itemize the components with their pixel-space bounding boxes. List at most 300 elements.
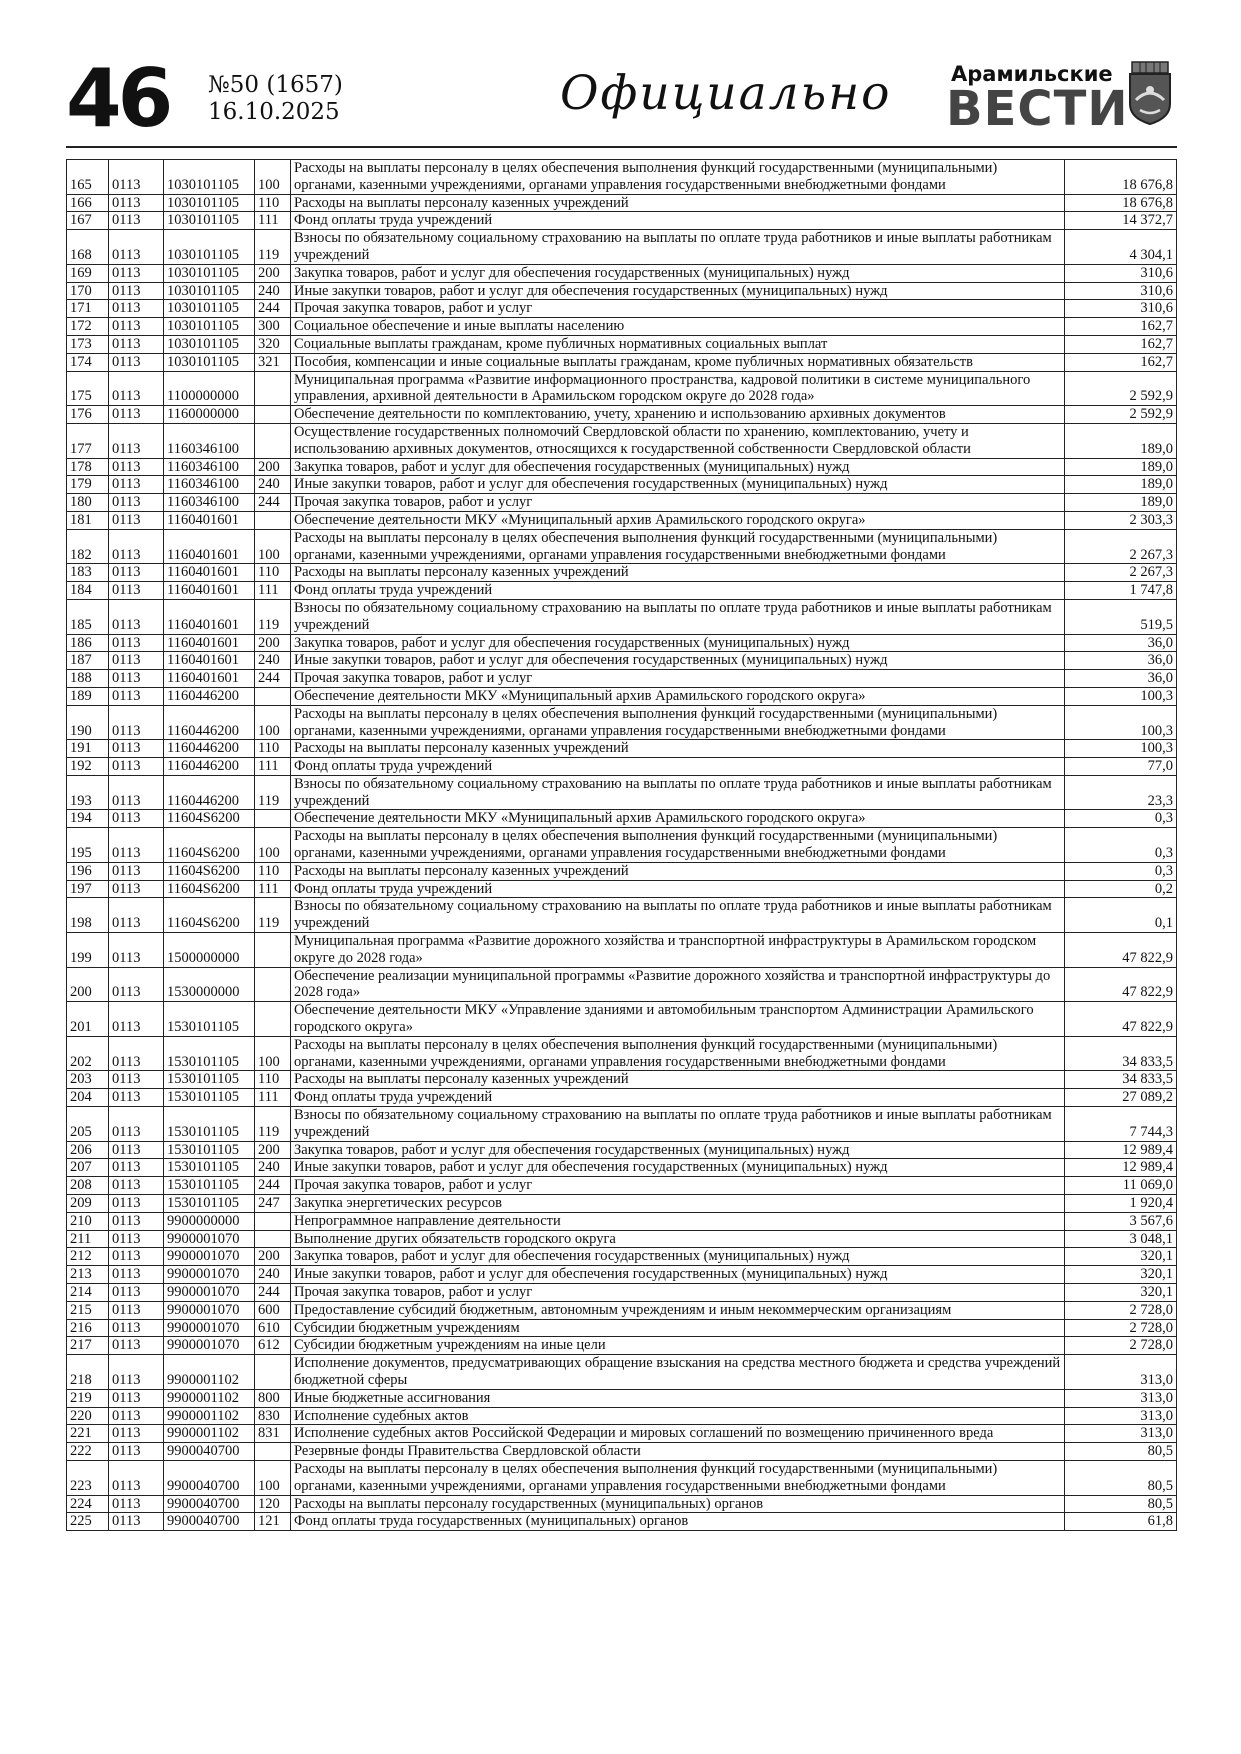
row-number: 181 [67, 511, 109, 529]
section-code: 0113 [109, 880, 164, 898]
amount: 2 267,3 [1065, 529, 1177, 564]
table-row [67, 1513, 1177, 1531]
target-code: 9900001070 [164, 1230, 255, 1248]
expense-type: 200 [255, 458, 291, 476]
amount: 47 822,9 [1065, 933, 1177, 968]
table-row [67, 353, 1177, 371]
section-code: 0113 [109, 810, 164, 828]
expense-type: 119 [255, 898, 291, 933]
table-row [67, 194, 1177, 212]
target-code: 1160446200 [164, 705, 255, 740]
row-number: 225 [67, 1513, 109, 1531]
section-code: 0113 [109, 1159, 164, 1177]
amount: 1 920,4 [1065, 1195, 1177, 1213]
section-code: 0113 [109, 670, 164, 688]
target-code: 1530000000 [164, 967, 255, 1002]
table-row [67, 1495, 1177, 1513]
description: Взносы по обязательному социальному страхованию на выплаты по оплате труда работников и иные выплаты работникам учреждений [291, 599, 1065, 634]
description: Расходы на выплаты персоналу в целях обеспечения выполнения функций государственными (муниципальными) органами, казенными учреждениями, органами управления государственными внебюджетными фондами [291, 529, 1065, 564]
amount: 0,1 [1065, 898, 1177, 933]
section-code: 0113 [109, 758, 164, 776]
row-number: 182 [67, 529, 109, 564]
description: Обеспечение деятельности по комплектованию, учету, хранению и использованию архивных документов [291, 406, 1065, 424]
row-number: 198 [67, 898, 109, 933]
table-row [67, 758, 1177, 776]
amount: 162,7 [1065, 335, 1177, 353]
description: Закупка товаров, работ и услуг для обеспечения государственных (муниципальных) нужд [291, 634, 1065, 652]
amount: 12 989,4 [1065, 1141, 1177, 1159]
description: Резервные фонды Правительства Свердловской области [291, 1443, 1065, 1461]
section-code: 0113 [109, 1002, 164, 1037]
table-row [67, 1177, 1177, 1195]
expense-type: 111 [255, 880, 291, 898]
table-row [67, 458, 1177, 476]
amount: 320,1 [1065, 1284, 1177, 1302]
row-number: 175 [67, 371, 109, 406]
description: Субсидии бюджетным учреждениям на иные цели [291, 1337, 1065, 1355]
expense-type: 100 [255, 160, 291, 195]
target-code: 1530101105 [164, 1159, 255, 1177]
section-code: 0113 [109, 1319, 164, 1337]
description: Фонд оплаты труда учреждений [291, 880, 1065, 898]
description: Прочая закупка товаров, работ и услуг [291, 494, 1065, 512]
target-code: 9900001070 [164, 1248, 255, 1266]
row-number: 187 [67, 652, 109, 670]
section-code: 0113 [109, 1355, 164, 1390]
row-number: 199 [67, 933, 109, 968]
expense-type: 111 [255, 758, 291, 776]
expense-type: 121 [255, 1513, 291, 1531]
row-number: 209 [67, 1195, 109, 1213]
description: Расходы на выплаты персоналу государственных (муниципальных) органов [291, 1495, 1065, 1513]
table-row [67, 371, 1177, 406]
description: Расходы на выплаты персоналу казенных учреждений [291, 194, 1065, 212]
description: Иные закупки товаров, работ и услуг для обеспечения государственных (муниципальных) нужд [291, 476, 1065, 494]
expense-type: 111 [255, 1089, 291, 1107]
expense-type: 600 [255, 1301, 291, 1319]
section-code: 0113 [109, 1301, 164, 1319]
table-row [67, 529, 1177, 564]
target-code: 1160401601 [164, 599, 255, 634]
target-code: 1530101105 [164, 1089, 255, 1107]
amount: 313,0 [1065, 1355, 1177, 1390]
section-code: 0113 [109, 353, 164, 371]
section-code: 0113 [109, 582, 164, 600]
section-code: 0113 [109, 775, 164, 810]
target-code: 9900001070 [164, 1337, 255, 1355]
description: Исполнение судебных актов Российской Федерации и мировых соглашений по возмещению причиненного вреда [291, 1425, 1065, 1443]
table-row [67, 1195, 1177, 1213]
target-code: 1160446200 [164, 740, 255, 758]
row-number: 221 [67, 1425, 109, 1443]
section-code: 0113 [109, 230, 164, 265]
section-code: 0113 [109, 160, 164, 195]
target-code: 1160401601 [164, 670, 255, 688]
expense-type: 240 [255, 1266, 291, 1284]
description: Фонд оплаты труда учреждений [291, 758, 1065, 776]
target-code: 9900040700 [164, 1443, 255, 1461]
row-number: 219 [67, 1389, 109, 1407]
table-row [67, 599, 1177, 634]
section-code: 0113 [109, 494, 164, 512]
amount: 3 048,1 [1065, 1230, 1177, 1248]
table-row [67, 1036, 1177, 1071]
target-code: 1160000000 [164, 406, 255, 424]
amount: 2 303,3 [1065, 511, 1177, 529]
table-row [67, 264, 1177, 282]
section-code: 0113 [109, 1230, 164, 1248]
description: Расходы на выплаты персоналу в целях обеспечения выполнения функций государственными (муниципальными) органами, казенными учреждениями, органами управления государственными внебюджетными фондами [291, 705, 1065, 740]
table-row [67, 511, 1177, 529]
section-code: 0113 [109, 1089, 164, 1107]
budget-table-body [67, 160, 1177, 1531]
amount: 3 567,6 [1065, 1212, 1177, 1230]
table-row [67, 1284, 1177, 1302]
row-number: 176 [67, 406, 109, 424]
description: Прочая закупка товаров, работ и услуг [291, 1177, 1065, 1195]
row-number: 208 [67, 1177, 109, 1195]
expense-type: 244 [255, 494, 291, 512]
amount: 77,0 [1065, 758, 1177, 776]
section-code: 0113 [109, 1460, 164, 1495]
description: Исполнение документов, предусматривающих обращение взыскания на средства местного бюджета и средства учреждений бюджетной сферы [291, 1355, 1065, 1390]
expense-type: 119 [255, 1107, 291, 1142]
row-number: 183 [67, 564, 109, 582]
amount: 61,8 [1065, 1513, 1177, 1531]
amount: 2 728,0 [1065, 1319, 1177, 1337]
section-code: 0113 [109, 1195, 164, 1213]
table-row [67, 1407, 1177, 1425]
target-code: 1530101105 [164, 1177, 255, 1195]
amount: 4 304,1 [1065, 230, 1177, 265]
description: Муниципальная программа «Развитие информационного пространства, кадровой политики в системе муниципального управления, архивной деятельности в Арамильском городском округе до 2028 года» [291, 371, 1065, 406]
table-row [67, 1248, 1177, 1266]
table-row [67, 1425, 1177, 1443]
page-header [66, 52, 1176, 146]
expense-type [255, 371, 291, 406]
target-code: 11604S6200 [164, 828, 255, 863]
target-code: 1160346100 [164, 494, 255, 512]
section-code: 0113 [109, 511, 164, 529]
description: Обеспечение деятельности МКУ «Муниципальный архив Арамильского городского округа» [291, 810, 1065, 828]
table-row [67, 335, 1177, 353]
target-code: 1160401601 [164, 564, 255, 582]
description: Расходы на выплаты персоналу в целях обеспечения выполнения функций государственными (муниципальными) органами, казенными учреждениями, органами управления государственными внебюджетными фондами [291, 1460, 1065, 1495]
row-number: 220 [67, 1407, 109, 1425]
amount: 80,5 [1065, 1460, 1177, 1495]
row-number: 216 [67, 1319, 109, 1337]
table-row [67, 740, 1177, 758]
target-code: 1530101105 [164, 1002, 255, 1037]
description: Обеспечение реализации муниципальной программы «Развитие дорожного хозяйства и транспортной инфраструктуры до 2028 года» [291, 967, 1065, 1002]
section-code: 0113 [109, 1389, 164, 1407]
target-code: 9900040700 [164, 1495, 255, 1513]
section-code: 0113 [109, 423, 164, 458]
logo-line1: Арамильские [951, 62, 1113, 86]
description: Иные бюджетные ассигнования [291, 1389, 1065, 1407]
description: Фонд оплаты труда учреждений [291, 1089, 1065, 1107]
expense-type: 100 [255, 828, 291, 863]
expense-type [255, 1443, 291, 1461]
section-code: 0113 [109, 1495, 164, 1513]
amount: 47 822,9 [1065, 967, 1177, 1002]
description: Расходы на выплаты персоналу в целях обеспечения выполнения функций государственными (муниципальными) органами, казенными учреждениями, органами управления государственными внебюджетными фондами [291, 160, 1065, 195]
amount: 1 747,8 [1065, 582, 1177, 600]
expense-type [255, 1355, 291, 1390]
row-number: 189 [67, 687, 109, 705]
table-row [67, 1071, 1177, 1089]
section-code: 0113 [109, 212, 164, 230]
description: Прочая закупка товаров, работ и услуг [291, 300, 1065, 318]
description: Фонд оплаты труда государственных (муниципальных) органов [291, 1513, 1065, 1531]
section-code: 0113 [109, 1177, 164, 1195]
description: Закупка товаров, работ и услуг для обеспечения государственных (муниципальных) нужд [291, 264, 1065, 282]
table-row [67, 687, 1177, 705]
table-row [67, 775, 1177, 810]
expense-type: 800 [255, 1389, 291, 1407]
target-code: 1160446200 [164, 687, 255, 705]
table-row [67, 933, 1177, 968]
expense-type: 610 [255, 1319, 291, 1337]
expense-type: 321 [255, 353, 291, 371]
amount: 2 592,9 [1065, 406, 1177, 424]
expense-type [255, 1212, 291, 1230]
section-code: 0113 [109, 933, 164, 968]
section-code: 0113 [109, 1266, 164, 1284]
table-row [67, 1266, 1177, 1284]
section-code: 0113 [109, 335, 164, 353]
section-code: 0113 [109, 705, 164, 740]
expense-type [255, 423, 291, 458]
row-number: 214 [67, 1284, 109, 1302]
row-number: 166 [67, 194, 109, 212]
table-row [67, 880, 1177, 898]
description: Осуществление государственных полномочий Свердловской области по хранению, комплектованию, учету и использованию архивных документов, относящихся к государственной собственности Свердловской области [291, 423, 1065, 458]
amount: 23,3 [1065, 775, 1177, 810]
target-code: 1530101105 [164, 1071, 255, 1089]
expense-type [255, 406, 291, 424]
table-row [67, 1337, 1177, 1355]
row-number: 194 [67, 810, 109, 828]
table-row [67, 582, 1177, 600]
description: Иные закупки товаров, работ и услуг для обеспечения государственных (муниципальных) нужд [291, 1159, 1065, 1177]
target-code: 1030101105 [164, 318, 255, 336]
row-number: 169 [67, 264, 109, 282]
section-code: 0113 [109, 1425, 164, 1443]
expense-type [255, 511, 291, 529]
target-code: 11604S6200 [164, 880, 255, 898]
description: Субсидии бюджетным учреждениям [291, 1319, 1065, 1337]
table-row [67, 1301, 1177, 1319]
target-code: 1160346100 [164, 476, 255, 494]
amount: 0,3 [1065, 862, 1177, 880]
amount: 189,0 [1065, 458, 1177, 476]
section-code: 0113 [109, 1036, 164, 1071]
row-number: 218 [67, 1355, 109, 1390]
amount: 2 267,3 [1065, 564, 1177, 582]
description: Выполнение других обязательств городского округа [291, 1230, 1065, 1248]
table-row [67, 1212, 1177, 1230]
amount: 313,0 [1065, 1425, 1177, 1443]
row-number: 202 [67, 1036, 109, 1071]
amount: 80,5 [1065, 1443, 1177, 1461]
section-code: 0113 [109, 687, 164, 705]
row-number: 179 [67, 476, 109, 494]
row-number: 174 [67, 353, 109, 371]
row-number: 197 [67, 880, 109, 898]
section-code: 0113 [109, 1212, 164, 1230]
target-code: 9900001102 [164, 1355, 255, 1390]
target-code: 1160401601 [164, 511, 255, 529]
target-code: 9900001070 [164, 1284, 255, 1302]
row-number: 196 [67, 862, 109, 880]
section-code: 0113 [109, 529, 164, 564]
table-row [67, 300, 1177, 318]
description: Расходы на выплаты персоналу казенных учреждений [291, 1071, 1065, 1089]
target-code: 1160401601 [164, 582, 255, 600]
row-number: 165 [67, 160, 109, 195]
row-number: 186 [67, 634, 109, 652]
section-code: 0113 [109, 1248, 164, 1266]
description: Взносы по обязательному социальному страхованию на выплаты по оплате труда работников и иные выплаты работникам учреждений [291, 230, 1065, 265]
table-row [67, 1230, 1177, 1248]
expense-type [255, 1230, 291, 1248]
amount: 14 372,7 [1065, 212, 1177, 230]
amount: 7 744,3 [1065, 1107, 1177, 1142]
table-row [67, 705, 1177, 740]
target-code: 1030101105 [164, 230, 255, 265]
amount: 34 833,5 [1065, 1036, 1177, 1071]
description: Прочая закупка товаров, работ и услуг [291, 1284, 1065, 1302]
target-code: 1530101105 [164, 1141, 255, 1159]
row-number: 171 [67, 300, 109, 318]
table-row [67, 652, 1177, 670]
amount: 2 592,9 [1065, 371, 1177, 406]
target-code: 1160346100 [164, 423, 255, 458]
target-code: 9900001070 [164, 1266, 255, 1284]
target-code: 1530101105 [164, 1036, 255, 1071]
row-number: 201 [67, 1002, 109, 1037]
row-number: 203 [67, 1071, 109, 1089]
description: Взносы по обязательному социальному страхованию на выплаты по оплате труда работников и иные выплаты работникам учреждений [291, 775, 1065, 810]
table-row [67, 898, 1177, 933]
table-row [67, 1389, 1177, 1407]
row-number: 207 [67, 1159, 109, 1177]
section-code: 0113 [109, 194, 164, 212]
amount: 36,0 [1065, 634, 1177, 652]
section-code: 0113 [109, 599, 164, 634]
description: Закупка товаров, работ и услуг для обеспечения государственных (муниципальных) нужд [291, 458, 1065, 476]
description: Расходы на выплаты персоналу казенных учреждений [291, 862, 1065, 880]
amount: 189,0 [1065, 476, 1177, 494]
description: Фонд оплаты труда учреждений [291, 212, 1065, 230]
expense-type: 100 [255, 1460, 291, 1495]
target-code: 1160446200 [164, 758, 255, 776]
description: Обеспечение деятельности МКУ «Муниципальный архив Арамильского городского округа» [291, 687, 1065, 705]
page-number: 46 [66, 52, 170, 145]
table-row [67, 1355, 1177, 1390]
section-code: 0113 [109, 458, 164, 476]
description: Закупка товаров, работ и услуг для обеспечения государственных (муниципальных) нужд [291, 1248, 1065, 1266]
table-row [67, 828, 1177, 863]
expense-type: 200 [255, 264, 291, 282]
target-code: 1100000000 [164, 371, 255, 406]
section-title: Официально [560, 66, 892, 121]
expense-type: 111 [255, 582, 291, 600]
amount: 11 069,0 [1065, 1177, 1177, 1195]
table-row [67, 564, 1177, 582]
description: Расходы на выплаты персоналу в целях обеспечения выполнения функций государственными (муниципальными) органами, казенными учреждениями, органами управления государственными внебюджетными фондами [291, 1036, 1065, 1071]
description: Прочая закупка товаров, работ и услуг [291, 670, 1065, 688]
issue-info [208, 72, 343, 126]
target-code: 1160346100 [164, 458, 255, 476]
row-number: 184 [67, 582, 109, 600]
description: Расходы на выплаты персоналу в целях обеспечения выполнения функций государственными (муниципальными) органами, казенными учреждениями, органами управления государственными внебюджетными фондами [291, 828, 1065, 863]
description: Расходы на выплаты персоналу казенных учреждений [291, 740, 1065, 758]
description: Иные закупки товаров, работ и услуг для обеспечения государственных (муниципальных) нужд [291, 1266, 1065, 1284]
row-number: 211 [67, 1230, 109, 1248]
table-row [67, 476, 1177, 494]
expense-type: 831 [255, 1425, 291, 1443]
description: Исполнение судебных актов [291, 1407, 1065, 1425]
table-row [67, 1002, 1177, 1037]
amount: 0,3 [1065, 828, 1177, 863]
target-code: 1030101105 [164, 300, 255, 318]
section-code: 0113 [109, 740, 164, 758]
expense-type: 110 [255, 740, 291, 758]
row-number: 191 [67, 740, 109, 758]
row-number: 177 [67, 423, 109, 458]
section-code: 0113 [109, 828, 164, 863]
target-code: 1030101105 [164, 212, 255, 230]
target-code: 1030101105 [164, 264, 255, 282]
row-number: 217 [67, 1337, 109, 1355]
coat-of-arms-icon [1126, 60, 1174, 126]
expense-type: 830 [255, 1407, 291, 1425]
description: Иные закупки товаров, работ и услуг для обеспечения государственных (муниципальных) нужд [291, 282, 1065, 300]
row-number: 224 [67, 1495, 109, 1513]
expense-type: 100 [255, 529, 291, 564]
expense-type: 244 [255, 670, 291, 688]
target-code: 9900001102 [164, 1425, 255, 1443]
expense-type: 110 [255, 1071, 291, 1089]
table-row [67, 862, 1177, 880]
amount: 310,6 [1065, 264, 1177, 282]
amount: 162,7 [1065, 318, 1177, 336]
section-code: 0113 [109, 862, 164, 880]
row-number: 195 [67, 828, 109, 863]
target-code: 9900000000 [164, 1212, 255, 1230]
target-code: 9900001102 [164, 1407, 255, 1425]
amount: 12 989,4 [1065, 1159, 1177, 1177]
section-code: 0113 [109, 282, 164, 300]
description: Обеспечение деятельности МКУ «Муниципальный архив Арамильского городского округа» [291, 511, 1065, 529]
target-code: 9900001070 [164, 1319, 255, 1337]
table-row [67, 406, 1177, 424]
expense-type: 110 [255, 564, 291, 582]
budget-table [66, 159, 1177, 1531]
table-row [67, 1107, 1177, 1142]
section-code: 0113 [109, 300, 164, 318]
table-row [67, 1089, 1177, 1107]
amount: 18 676,8 [1065, 160, 1177, 195]
expense-type [255, 967, 291, 1002]
table-row [67, 1141, 1177, 1159]
table-row [67, 670, 1177, 688]
expense-type: 612 [255, 1337, 291, 1355]
expense-type: 110 [255, 194, 291, 212]
section-code: 0113 [109, 264, 164, 282]
